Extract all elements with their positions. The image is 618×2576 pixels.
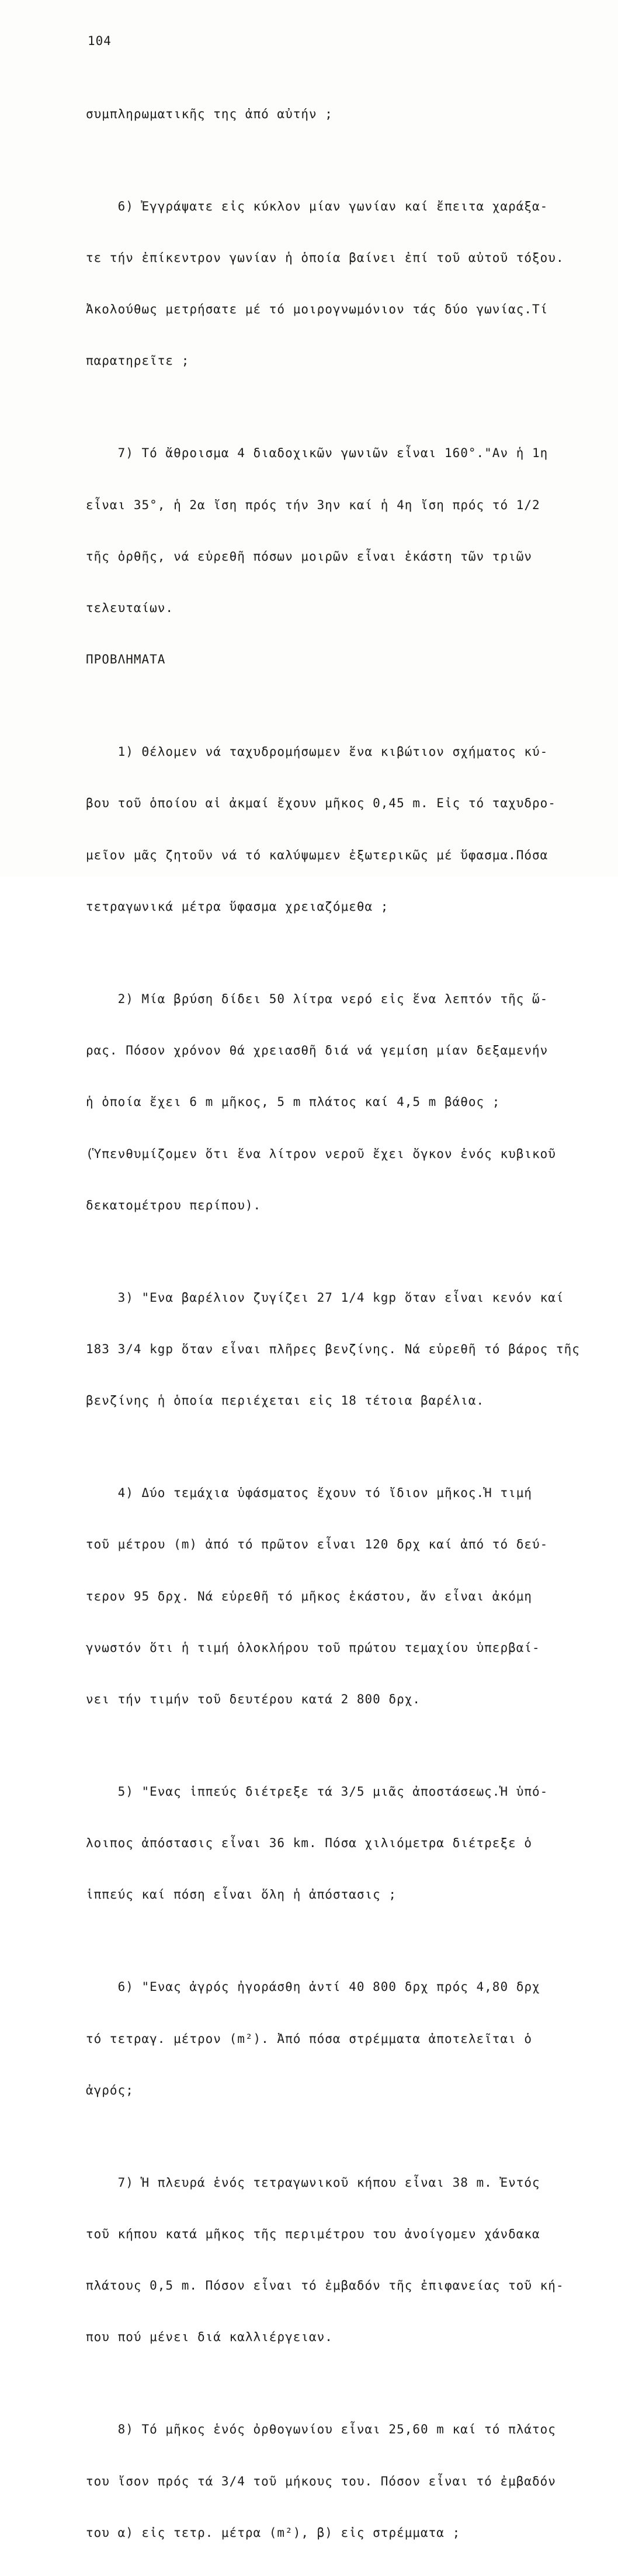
text-line: μεῖον μᾶς ζητοῦν νά τό καλύψωμεν ἐξωτερικῶς μέ ὕφασμα.Πόσα bbox=[86, 848, 548, 862]
problem-2-line: 2) Μία βρύση δίδει 50 λίτρα νερό εἰς ἕνα λεπτόν τῆς ὥ- bbox=[86, 991, 548, 1006]
problem-1-line: 1) Θέλομεν νά ταχυδρομήσωμεν ἕνα κιβώτιον σχήματος κύ- bbox=[86, 745, 548, 759]
text-line: βου τοῦ ὁποίου αἱ ἀκμαί ἔχουν μῆκος 0,45 m. Εἰς τό ταχυδρο- bbox=[86, 796, 556, 811]
exercise-6-line: 6) Ἐγγράψατε εἰς κύκλον μίαν γωνίαν καί ἔπειτα χαράξα- bbox=[86, 199, 548, 213]
text-line: πλάτους 0,5 m. Πόσον εἶναι τό ἐμβαδόν τῆς ἐπιφανείας τοῦ κή- bbox=[86, 2278, 564, 2293]
text-line: νει τήν τιμήν τοῦ δευτέρου κατά 2 800 δρχ. bbox=[86, 1692, 421, 1706]
text-line: τῆς ὀρθῆς, νά εὑρεθῆ πόσων μοιρῶν εἶναι ἑκάστη τῶν τριῶν bbox=[86, 549, 533, 563]
problem-6-line: 6) "Ενας ἀγρός ἠγοράσθη ἀντί 40 800 δρχ πρός 4,80 δρχ bbox=[86, 1980, 540, 1994]
text-line: του α) εἰς τετρ. μέτρα (m²), β) εἰς στρέμματα ; bbox=[86, 2525, 461, 2540]
text-line: Ἀκολούθως μετρήσατε μέ τό μοιρογνωμόνιον τάς δύο γωνίας.Τί bbox=[86, 302, 548, 317]
section-heading: ΠΡΟΒΛΗΜΑΤΑ bbox=[86, 652, 166, 667]
text-line: 183 3/4 kgp ὅταν εἶναι πλῆρες βενζίνης. Νά εὑρεθῆ τό βάρος τῆς bbox=[86, 1341, 580, 1356]
text-line: τερον 95 δρχ. Νά εὑρεθῆ τό μῆκος ἑκάστου, ἄν εἶναι ἀκόμη bbox=[86, 1589, 533, 1603]
problem-4-line: 4) Δύο τεμάχια ὑφάσματος ἔχουν τό ἴδιον μῆκος.Ἡ τιμή bbox=[86, 1486, 533, 1500]
text-line: τελευταίων. bbox=[86, 601, 174, 616]
exercise-7-line: 7) Τό ἄθροισμα 4 διαδοχικῶν γωνιῶν εἶναι 160°."Αν ἡ 1η bbox=[86, 446, 548, 461]
problem-5-line: 5) "Ενας ἱππεύς διέτρεξε τά 3/5 μιᾶς ἀποστάσεως.Ἡ ὑπό- bbox=[86, 1784, 548, 1799]
text-line: τοῦ κήπου κατά μῆκος τῆς περιμέτρου του ἀνοίγομεν χάνδακα bbox=[86, 2227, 540, 2242]
text-line: τε τήν ἐπίκεντρον γωνίαν ἡ ὁποία βαίνει ἐπί τοῦ αὐτοῦ τόξου. bbox=[86, 251, 564, 265]
text-line: ἱππεύς καί πόση εἶναι ὅλη ἡ ἀπόστασις ; bbox=[86, 1887, 397, 1902]
text-line: λοιπος ἀπόστασις εἶναι 36 km. Πόσα χιλιόμετρα διέτρεξε ὁ bbox=[86, 1836, 533, 1851]
page-number: 104 bbox=[88, 34, 112, 48]
text-line: συμπληρωματικῆς της ἀπό αὐτήν ; bbox=[86, 106, 333, 121]
problem-3-line: 3) "Ενα βαρέλιον ζυγίζει 27 1/4 kgp ὅταν εἶναι κενόν καί bbox=[86, 1290, 564, 1305]
text-line: (Ὑπενθυμίζομεν ὅτι ἕνα λίτρον νεροῦ ἔχει ὄγκον ἑνός κυβικοῦ bbox=[86, 1146, 556, 1161]
text-line: τοῦ μέτρου (m) ἀπό τό πρῶτον εἶναι 120 δρχ καί ἀπό τό δεύ- bbox=[86, 1537, 548, 1552]
text-line: βενζίνης ἡ ὁποία περιέχεται εἰς 18 τέτοια βαρέλια. bbox=[86, 1394, 485, 1408]
text-line: δεκατομέτρου περίπου). bbox=[86, 1198, 262, 1212]
text-line: του ἴσον πρός τά 3/4 τοῦ μήκους του. Πόσον εἶναι τό ἐμβαδόν bbox=[86, 2474, 556, 2488]
text-line: ρας. Πόσον χρόνον θά χρειασθῆ διά νά γεμίση μίαν δεξαμενήν bbox=[86, 1043, 548, 1058]
text-line: ἀγρός; bbox=[86, 2083, 134, 2097]
text-line: παρατηρεῖτε ; bbox=[86, 354, 190, 368]
text-line: εἶναι 35°, ἡ 2α ἴση πρός τήν 3ην καί ἡ 4η ἴση πρός τό 1/2 bbox=[86, 497, 540, 512]
problem-7-line: 7) Ἡ πλευρά ἑνός τετραγωνικοῦ κήπου εἶναι 38 m. Ἐντός bbox=[86, 2175, 540, 2190]
text-line: ἡ ὁποία ἔχει 6 m μῆκος, 5 m πλάτος καί 4,5 m βάθος ; bbox=[86, 1095, 501, 1109]
text-line: γνωστόν ὅτι ἡ τιμή ὁλοκλήρου τοῦ πρώτου τεμαχίου ὑπερβαί- bbox=[86, 1640, 540, 1655]
page-body bbox=[86, 71, 600, 2576]
problem-8-line: 8) Τό μῆκος ἑνός ὀρθογωνίου εἶναι 25,60 m καί τό πλάτος bbox=[86, 2422, 556, 2437]
text-line: τό τετραγ. μέτρον (m²). Ἀπό πόσα στρέμματα ἀποτελεῖται ὁ bbox=[86, 2031, 533, 2046]
text-line: τετραγωνικά μέτρα ὕφασμα χρειαζόμεθα ; bbox=[86, 899, 389, 914]
text-line: που πού μένει διά καλλιέργειαν. bbox=[86, 2330, 333, 2345]
